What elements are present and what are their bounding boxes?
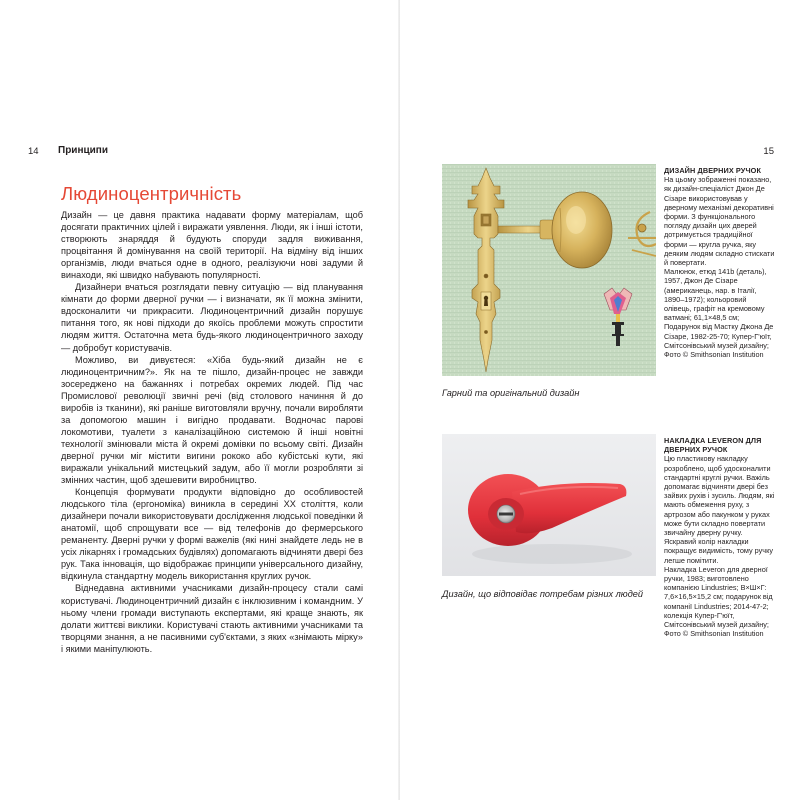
side-note-body: На цьому зображенні показано, як дизайн-спеціаліст Джон Де Сізаре використовував у дверному механізмі декоративні форми. З функціонального погляду дизайн цих дверей дотримується традиційної форми — кругла ручка, яку деяким людям складно стискати й повертати. <box>664 175 775 268</box>
right-page <box>400 0 800 800</box>
lock-cylinder-icon <box>497 505 515 523</box>
body-text <box>61 209 363 655</box>
door-hardware-drawing <box>442 164 656 376</box>
side-note-title: НАКЛАДКА LEVERON ДЛЯ ДВЕРНИХ РУЧОК <box>664 436 762 455</box>
paragraph: Дизайнери вчаться розглядати певну ситуацію — від планування кімнати до форми дверної ручки — і визначати, як її можна змінити, вдосконалити чи прикрасити. Людиноцентричний дизайн порушує питання того, як нові підходи до якоїсь проблеми можуть спростити людям життя. Остаточна мета будь-якого людиноцентричного заходу — добробут користувачів. <box>61 282 363 353</box>
paragraph: Віднедавна активними учасниками дизайн-процесу стали самі користувачі. Людиноцентричний дизайн є інклюзивним і командним. У ньому члени громади виступають експертами, які краще знають, як долати життєві виклики. Користувачі стають активними учасниками та творцями знання, а не пасивними суб'єктами, з яких «знімають мірку» і якими маніпулюють. <box>61 583 363 654</box>
paragraph: Концепція формувати продукти відповідно до особливостей людського тіла (ергономіка) виникла в середині XX століття, коли дизайнери почали використовувати дослідження людської поведінки й анатомії, щоб спрощувати все — від телефонів до фермерського реманенту. Дверні ручки у формі важелів (які нині знайдете ледь не в усіх лікарнях і громадських будівлях) допомагають відчиняти двері без рук. Така інновація, що відображає принципи універсального дизайну, відкинула стандартну модель використання круглих ручок. <box>61 487 363 582</box>
figure-caption: Гарний та оригінальний дизайн <box>442 388 580 398</box>
side-note-body: Цю пластикову накладку розроблено, щоб удосконалити стандартні круглі ручки. Важіль допомагає відчиняти двері без зайвих рухів і зусиль. Людям, які мають обмеження руху, з артрозом або пакунком у руках може бути складно повертати звичайну дверну ручку. Яскравий колір накладки покращує видимість, тому ручку легше помітити. <box>664 454 775 565</box>
keyhole-icon <box>481 292 491 310</box>
page-number-right: 15 <box>763 146 774 157</box>
section-title: Людиноцентричність <box>61 183 242 204</box>
page-number-left: 14 <box>28 146 39 157</box>
side-note-credit: Малюнок, етюд 141b (деталь), 1957, Джон Де Сізаре (американець, нар. в Італії, 1890–1972); кольоровий олівець, графіт на кремовому ватмані; 61,1×48,5 см; Подарунок від Мастку Джона Де Сізаре, 1982-25-70; Купер-Г'юїт, Смітсонівський музей дизайну; Фото © Smithsonian Institution <box>664 267 774 360</box>
side-note-title: ДИЗАЙН ДВЕРНИХ РУЧОК <box>664 166 762 175</box>
side-note <box>664 166 776 359</box>
side-note-credit: Накладка Leveron для дверної ручки, 1983; виготовлено компанією Lindustries; В×Ш×Г: 7,6×16,5×15,2 см; подарунок від компанії Lindustries; 2014-47-2; колекція Купер-Г'юїт, Смітсонівський музей дизайну; Фото © Smithsonian Institution <box>664 564 773 639</box>
paragraph: Дизайн — це давня практика надавати форму матеріалам, щоб досягати практичних цілей і виражати уявлення. Люди, як і інші істоти, створюють знаряддя й будують споруди задля виживання, процвітання й домінування на своїй території. На відміну від інших організмів, люди вчаться одне в одного, реалізуючи нові задуми й винаходи, які швидко набувають популярності. <box>61 210 363 281</box>
door-knob-icon <box>552 192 612 268</box>
leveron-photo <box>442 434 656 576</box>
side-note <box>664 436 776 638</box>
paragraph: Можливо, ви дивуєтеся: «Хіба будь-який дизайн не є людиноцентричним?». Як на те пішло, дизайн-процес не завжди зосереджено на бажаннях і потребах окремих людей. Під час Промислової революції звичні речі (від столового начиння й до виробів із тканини), які раніше виготовляли вручну, почали виробляти за допомогою машин і вигідно продавати. Водночас парові локомотиви, туалети з каналізаційною системою й інші новітні технології змінювали міста й окремі домівки по всьому світі. Дизайн дверної ручки міг містити вигини рококо або кубістські кути, які виражали унікальний мистецький задум, або її могли розробляти зі змінних частин, щоб здешевити виробництво. <box>61 354 363 486</box>
running-head: Принципи <box>58 145 108 156</box>
figure-caption: Дизайн, що відповідає потребам різних людей <box>442 589 644 599</box>
